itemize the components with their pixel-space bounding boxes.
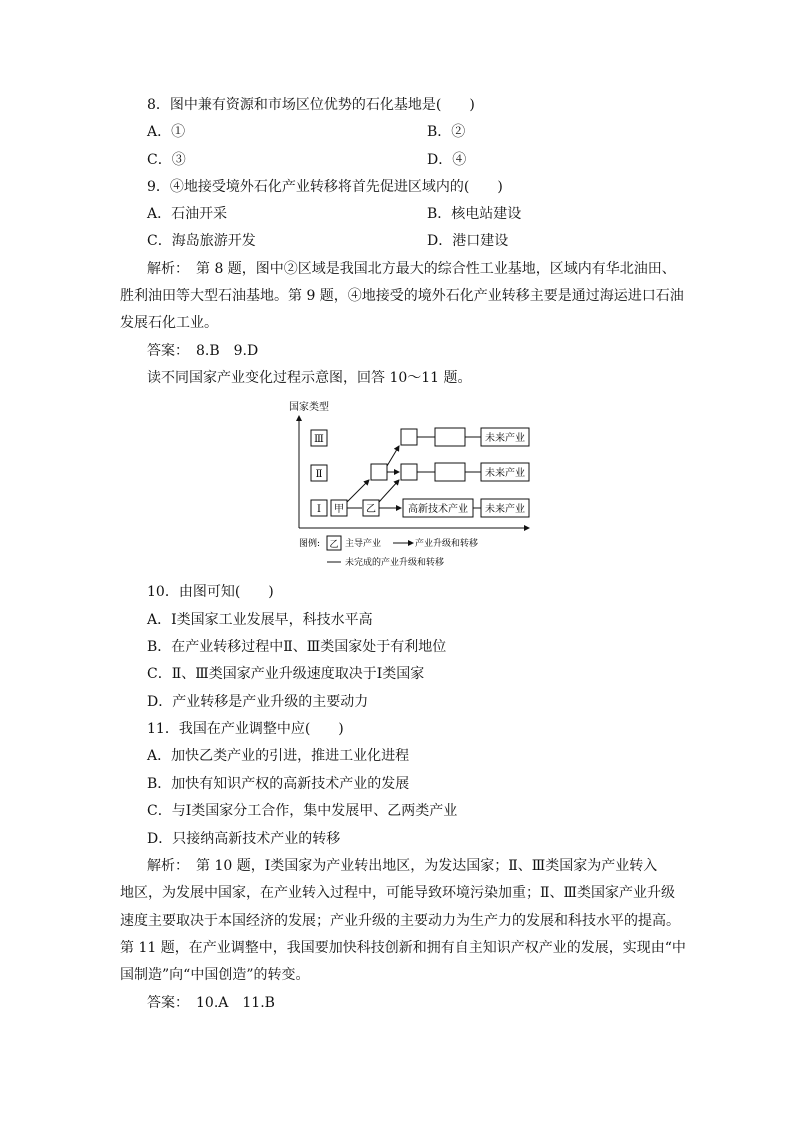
label-jia: 甲 (334, 504, 344, 515)
label-yi: 乙 (366, 504, 376, 515)
box-ii-3 (435, 463, 465, 481)
question-8-stem: 8．图中兼有资源和市场区位优势的石化基地是( ) (147, 97, 475, 113)
answer-2: 答案： 10.A 11.B (147, 995, 275, 1011)
row-label-ii: Ⅱ (315, 469, 323, 480)
question-11-option-a: A．加快乙类产业的引进，推进工业化进程 (147, 748, 410, 764)
transfer-arrow (387, 446, 399, 466)
question-11-option-d: D．只接纳高新技术产业的转移 (147, 831, 341, 847)
industry-transfer-diagram (285, 396, 535, 574)
question-10-stem: 10．由图可知( ) (147, 584, 274, 600)
analysis-2-line: 国制造”向“中国创造”的转变。 (120, 967, 310, 983)
question-11-option-b: B．加快有知识产权的高新技术产业的发展 (147, 776, 410, 792)
analysis-2-line: 第 11 题，在产业调整中，我国要加快科技创新和拥有自主知识产权产业的发展，实现由“中 (120, 940, 686, 956)
box-ii-2 (401, 464, 417, 480)
legend-label: 图例: (299, 539, 321, 549)
transfer-arrow (379, 480, 399, 502)
question-8-option-a: A．① (147, 124, 186, 140)
analysis-2-line: 速度主要取决于本国经济的发展；产业升级的主要动力为生产力的发展和科技水平的提高。 (120, 913, 680, 929)
label-future-iii: 未来产业 (485, 433, 525, 444)
question-11-stem: 11．我国在产业调整中应( ) (147, 721, 344, 737)
question-8-option-c: C．③ (147, 152, 186, 168)
question-10-option-d: D．产业转移是产业升级的主要动力 (147, 694, 369, 710)
row-label-i: Ⅰ (317, 504, 321, 515)
question-10-option-a: A．Ⅰ类国家工业发展早，科技水平高 (147, 612, 373, 628)
y-axis-label: 国家类型 (289, 402, 329, 413)
question-10-option-b: B．在产业转移过程中Ⅱ、Ⅲ类国家处于有利地位 (147, 639, 447, 655)
analysis-2-line: 解析： 第 10 题，Ⅰ类国家为产业转出地区，为发达国家；Ⅱ、Ⅲ类国家为产业转入 (147, 858, 658, 874)
question-8-option-d: D．④ (427, 152, 467, 168)
answer-1: 答案： 8.B 9.D (147, 343, 259, 359)
question-9-option-d: D．港口建设 (427, 233, 509, 249)
box-iii-2 (435, 428, 465, 446)
question-9-option-c: C．海岛旅游开发 (147, 233, 256, 249)
legend-arrow-label: 产业升级和转移 (415, 539, 479, 549)
box-iii-1 (401, 429, 417, 445)
question-11-option-c: C．与Ⅰ类国家分工合作，集中发展甲、乙两类产业 (147, 803, 458, 819)
label-high-tech: 高新技术产业 (408, 504, 468, 515)
box-ii-1 (371, 464, 387, 480)
analysis-1-line: 解析： 第 8 题，图中②区域是我国北方最大的综合性工业基地，区域内有华北油田、 (147, 261, 676, 277)
question-9-stem: 9．④地接受境外石化产业转移将首先促进区域内的( ) (147, 179, 503, 195)
row-label-iii: Ⅲ (314, 434, 324, 445)
question-8-option-b: B．② (427, 124, 466, 140)
transfer-arrow (347, 480, 369, 502)
question-10-option-c: C．Ⅱ、Ⅲ类国家产业升级速度取决于Ⅰ类国家 (147, 666, 425, 682)
question-9-option-b: B．核电站建设 (427, 206, 522, 222)
analysis-1-line: 发展石化工业。 (120, 315, 218, 331)
label-future-i: 未来产业 (485, 504, 525, 515)
legend-dominant: 主导产业 (345, 539, 382, 549)
intro-text: 读不同国家产业变化过程示意图，回答 10～11 题。 (147, 370, 472, 386)
question-9-option-a: A．石油开采 (147, 206, 228, 222)
label-future-ii: 未来产业 (485, 468, 525, 479)
analysis-2-line: 地区，为发展中国家，在产业转入过程中，可能导致环境污染加重；Ⅱ、Ⅲ类国家产业升级 (120, 885, 676, 901)
legend-line-label: 未完成的产业升级和转移 (345, 558, 445, 568)
legend-box-label: 乙 (329, 540, 339, 550)
analysis-1-line: 胜利油田等大型石油基地。第 9 题，④地接受的境外石化产业转移主要是通过海运进口石油 (120, 288, 684, 304)
